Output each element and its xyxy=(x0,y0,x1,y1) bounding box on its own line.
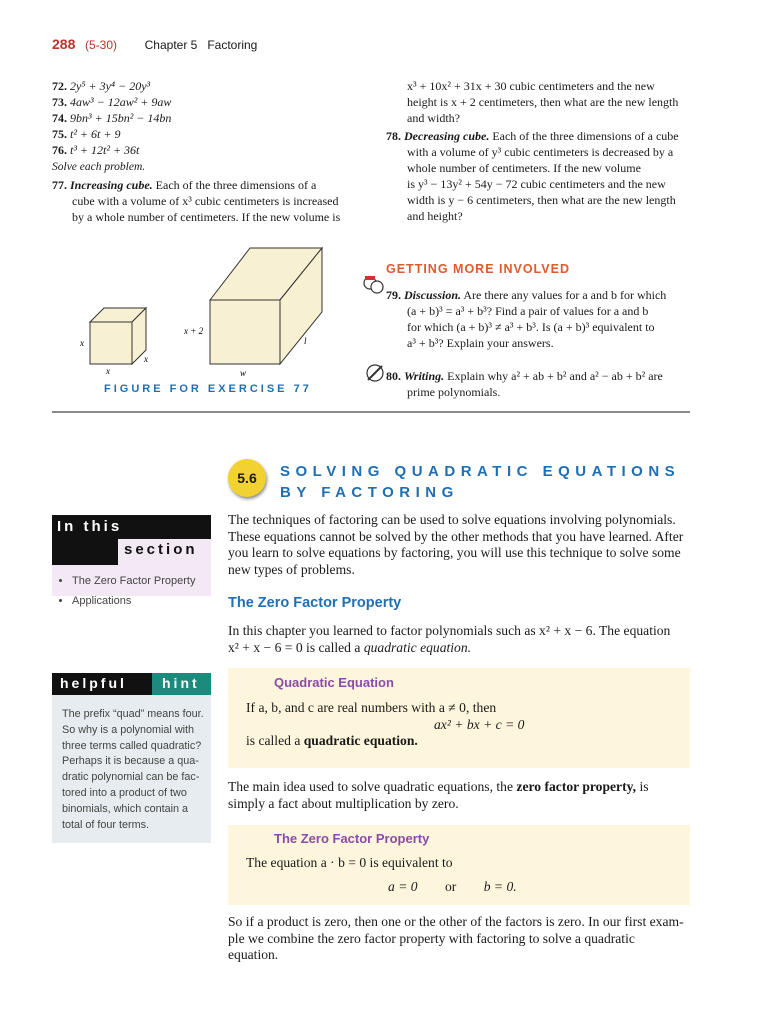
exercise-76: 76. t³ + 12t² + 36t xyxy=(52,143,140,157)
in-this-section-list xyxy=(52,571,196,611)
exercise-80: 80. Writing. Explain why a² + ab + b² and a² − ab + b² are prime polynomials. xyxy=(386,369,663,399)
main-idea-paragraph: The main idea used to solve quadratic equations, the zero factor property, is simply a fact about multiplication by zero. xyxy=(228,779,649,811)
small-x-bottom: x xyxy=(106,366,110,376)
large-box xyxy=(210,248,322,364)
hint-label: hint xyxy=(162,675,200,691)
exercise-75: 75. t² + 6t + 9 xyxy=(52,127,121,141)
big-length-label: l xyxy=(304,336,307,346)
list-item[interactable]: • Applications xyxy=(72,591,196,611)
solve-each-label: Solve each problem. xyxy=(52,161,146,173)
getting-more-involved-heading: GETTING MORE INVOLVED xyxy=(386,262,570,276)
in-this-section-box xyxy=(52,515,211,607)
page-ref: (5-30) xyxy=(84,38,117,52)
exercise-list-right xyxy=(386,78,692,224)
zero-factor-heading: The Zero Factor Property xyxy=(228,595,402,611)
zero-factor-property-title: The Zero Factor Property xyxy=(274,831,430,846)
exercise-72: 72. 2y⁵ + 3y⁴ − 20y³ xyxy=(52,79,151,93)
writing-icon xyxy=(364,362,386,384)
small-x-depth: x xyxy=(144,354,148,364)
exercise-79: 79. Discussion. Are there any values for a and b for which (a + b)³ = a³ + b³? Find a pair of values for a and b for which (a + b)³ ≠ a³ + b³. Is (a + b)³ equivalent to a³ + b³? Explain your answers. xyxy=(386,288,667,350)
small-x-left: x xyxy=(80,338,84,348)
exercise-73: 73. 4aw³ − 12aw² + 9aw xyxy=(52,95,172,109)
closing-paragraph: So if a product is zero, then one or the other of the factors is zero. In our first exam- ple we combine the zero factor property with factoring to solve a quadratic equation. xyxy=(228,914,684,962)
helpful-label: helpful xyxy=(60,675,127,691)
in-this-label: In this xyxy=(57,518,123,535)
zero-factor-intro: In this chapter you learned to factor polynomials such as x² + x − 6. The equation x² + x − 6 = 0 is called a quadratic equation. xyxy=(228,623,671,655)
quadratic-equation-title: Quadratic Equation xyxy=(274,675,394,690)
page-header xyxy=(52,36,257,52)
figure-caption: FIGURE FOR EXERCISE 77 xyxy=(104,383,312,395)
exercise-77-continued: x³ + 10x² + 31x + 30 cubic centimeters and the new height is x + 2 centimeters, then what are the new length and width? xyxy=(407,79,679,125)
exercise-78: 78. Decreasing cube. Each of the three dimensions of a cube with a volume of y³ cubic centimeters is decreased by a whole number of centimeters. If the new volume is y³ − 13y² + 54y − 72 cubic centimeters and the new width is y − 6 centimeters, then what are the new length and height? xyxy=(386,129,679,223)
quadratic-equation-box xyxy=(228,668,690,768)
big-width-label: w xyxy=(240,368,247,378)
section-title: SOLVING QUADRATIC EQUATIONS BY FACTORING xyxy=(280,463,681,501)
big-height-label: x + 2 xyxy=(184,326,204,336)
exercise-74: 74. 9bn³ + 15bn² − 14bn xyxy=(52,111,172,125)
intro-paragraph: The techniques of factoring can be used to solve equations involving polynomials. These equations cannot be solved by the other methods that you have learned. After you learn to solve equations by factoring, you will use this technique to solve some new types of problems. xyxy=(228,512,684,577)
small-cube xyxy=(90,308,146,364)
exercise-77: 77. Increasing cube. Each of the three dimensions of a cube with a volume of x³ cubic centimeters is increased by a whole number of centimeters. If the new volume is xyxy=(52,178,341,224)
section-number-badge: 5.6 xyxy=(228,459,266,497)
section-label: section xyxy=(124,541,198,558)
chapter-title: Chapter 5 Factoring xyxy=(144,38,258,52)
section-divider xyxy=(52,411,690,413)
quadratic-definition: If a, b, and c are real numbers with a ≠ 0, then ax² + bx + c = 0 is called a quadratic equation. xyxy=(246,700,525,748)
zero-factor-statement: The equation a · b = 0 is equivalent to a = 0 or b = 0. xyxy=(246,855,517,894)
zero-factor-property-box xyxy=(228,825,690,905)
exercise-list-left xyxy=(52,78,362,225)
helpful-hint-box xyxy=(52,673,211,843)
page-number: 288 xyxy=(52,36,76,52)
discussion-icon xyxy=(362,274,384,296)
list-item[interactable]: • The Zero Factor Property xyxy=(72,571,196,591)
cube-figure xyxy=(70,240,350,380)
hint-text: The prefix “quad” means four. So why is a polynomial with three terms called quadratic? Perhaps it is because a qua- dratic polynomial can be fac- tored into a product of two binomials, which contain a total of four terms. xyxy=(62,708,204,831)
